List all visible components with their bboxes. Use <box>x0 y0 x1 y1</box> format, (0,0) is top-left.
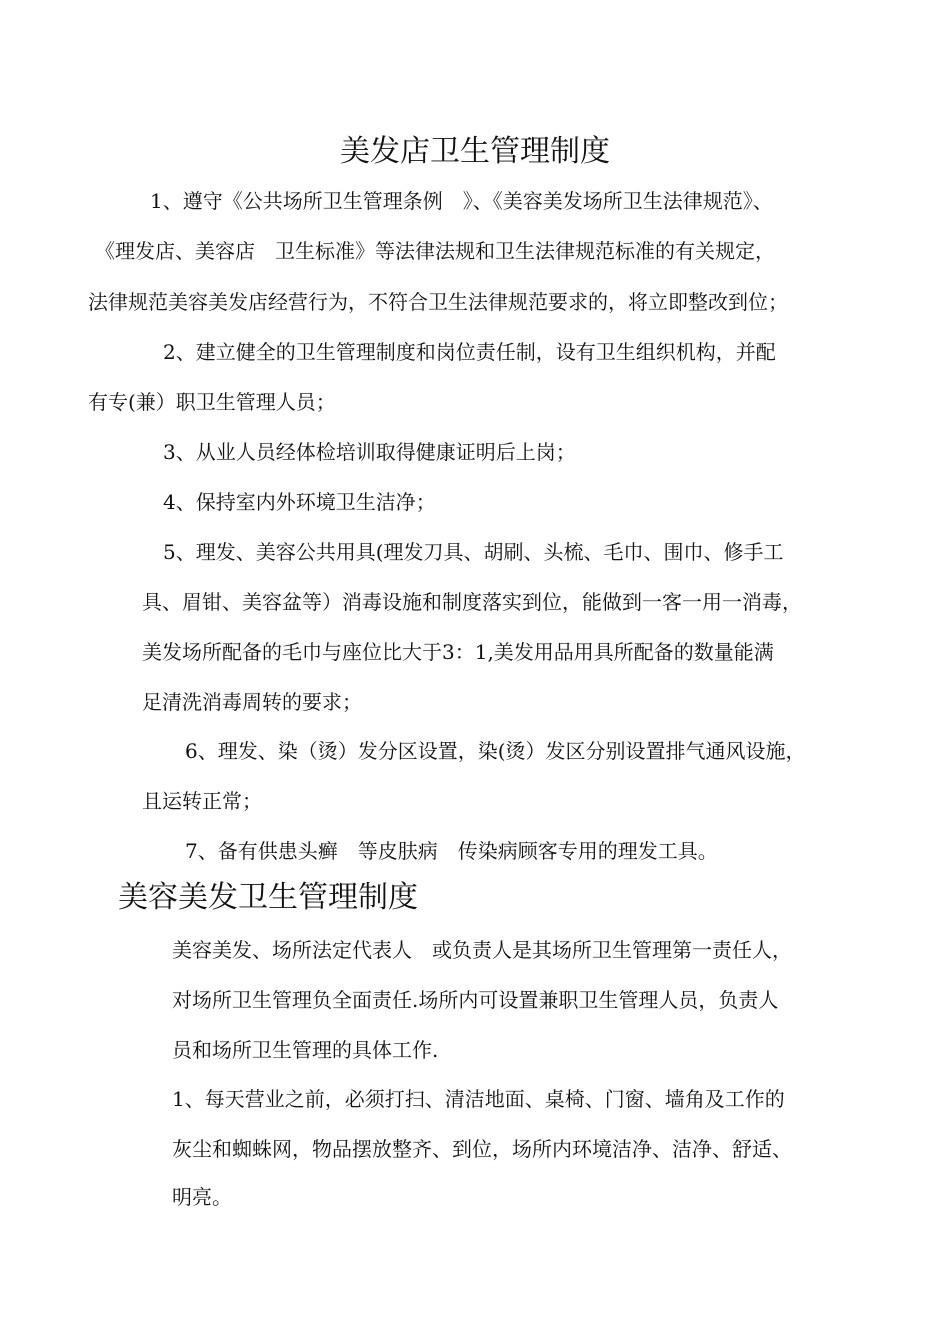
paragraph-line: 员和场所卫生管理的具体工作. <box>172 1038 439 1062</box>
paragraph-line: 明亮。 <box>172 1185 232 1209</box>
paragraph-line: 有专(兼）职卫生管理人员； <box>88 390 336 414</box>
paragraph-line: 4、保持室内外环境卫生洁净； <box>163 490 436 514</box>
paragraph-line: 足清洗消毒周转的要求； <box>142 690 362 714</box>
paragraph-line: 灰尘和蜘蛛网，物品摆放整齐、到位，场所内环境洁净、洁净、舒适、 <box>172 1137 792 1161</box>
paragraph-line: 美发场所配备的毛巾与座位比大于3：1,美发用品用具所配备的数量能满 <box>142 640 774 664</box>
section-heading: 美容美发卫生管理制度 <box>118 880 418 915</box>
paragraph-line: 7、备有供患头癣 等皮肤病 传染病顾客专用的理发工具。 <box>185 839 718 863</box>
paragraph-line: 对场所卫生管理负全面责任.场所内可设置兼职卫生管理人员，负责人 <box>172 988 779 1012</box>
paragraph-line: 具、眉钳、美容盆等）消毒设施和制度落实到位，能做到一客一用一消毒， <box>142 590 802 614</box>
paragraph-line: 2、建立健全的卫生管理制度和岗位责任制，设有卫生组织机构，并配 <box>163 340 776 364</box>
paragraph-line: 法律规范美容美发店经营行为，不符合卫生法律规范要求的，将立即整改到位； <box>88 290 788 314</box>
paragraph-line: 1、每天营业之前，必须打扫、清洁地面、桌椅、门窗、墙角及工作的 <box>172 1087 785 1111</box>
paragraph-line: 6、理发、染（烫）发分区设置，染(烫）发区分别设置排气通风设施， <box>185 739 806 763</box>
paragraph-line: 1、遵守《公共场所卫生管理条例 》、《美容美发场所卫生法律规范》、 <box>150 189 773 213</box>
paragraph-line: 《理发店、美容店 卫生标准》等法律法规和卫生法律规范标准的有关规定， <box>95 239 775 263</box>
paragraph-line: 5、理发、美容公共用具(理发刀具、胡刷、头梳、毛巾、围巾、修手工 <box>163 540 784 564</box>
paragraph-line: 且运转正常； <box>142 789 262 813</box>
document-title: 美发店卫生管理制度 <box>340 134 610 169</box>
paragraph-line: 美容美发、场所法定代表人 或负责人是其场所卫生管理第一责任人， <box>172 938 792 962</box>
paragraph-line: 3、从业人员经体检培训取得健康证明后上岗； <box>163 440 576 464</box>
